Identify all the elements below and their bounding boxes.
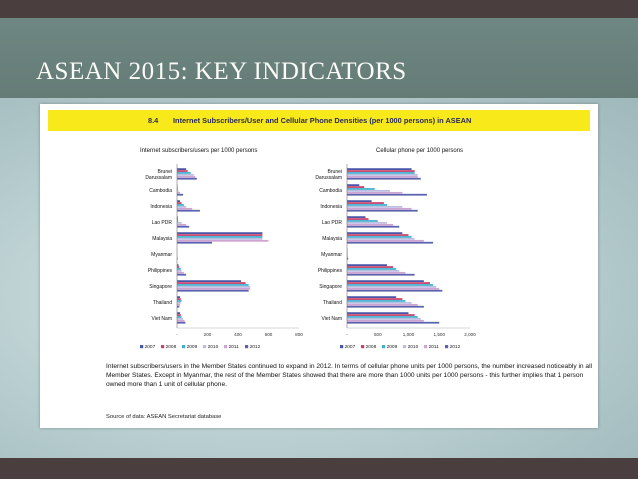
chart2-bar-2-2010 <box>347 190 390 192</box>
chart1-legend-swatch-2012 <box>245 345 248 348</box>
chart1-title: Internet subscribers/users per 1000 persons <box>140 148 258 154</box>
chart2-bar-7-2012 <box>347 274 415 276</box>
chart1-legend-label-2012: 2012 <box>249 345 261 350</box>
chart2-category-label: Malaysia <box>322 235 342 242</box>
chart2-category-label: Singapore <box>319 283 342 290</box>
figure-paragraph: Internet subscribers/users in the Member States continued to expand in 2012. In terms of cellular phone units per 1000 persons, the number increased noticeably in all Member States. Except in Myanmar, the rest of the Member States showed that there are more than 1000 units per 1000 persons - this further implies that 1 person owned more than 1 unit of cellular phone. <box>106 363 593 389</box>
chart2-legend-swatch-2012 <box>445 345 448 348</box>
chart2-bar-5-2011 <box>347 240 424 242</box>
chart1-bar-10-2011 <box>177 320 185 322</box>
chart1-legend-label-2009: 2009 <box>186 345 198 350</box>
chart1-bar-8-2010 <box>177 286 250 288</box>
slide-title: ASEAN 2015: KEY INDICATORS <box>36 58 407 85</box>
chart2-bar-4-2009 <box>347 220 378 222</box>
chart1-legend-swatch-2010 <box>203 345 206 348</box>
chart2-bar-2-2011 <box>347 192 402 194</box>
chart1-bar-3-2012 <box>177 210 200 212</box>
chart1-bar-8-2009 <box>177 284 249 286</box>
chart1-category-label: Myanmar <box>151 251 172 258</box>
chart2-tick-label: - <box>346 332 348 337</box>
chart2-bar-10-2012 <box>347 322 439 324</box>
chart1-bar-5-2007 <box>177 232 262 234</box>
chart2-legend-label-2012: 2012 <box>449 345 461 350</box>
chart2-bar-10-2011 <box>347 320 424 322</box>
chart1-bar-10-2012 <box>177 322 185 324</box>
chart1-bar-3-2011 <box>177 208 192 210</box>
chart2-bar-2-2009 <box>347 188 375 190</box>
chart2-bar-2-2008 <box>347 186 364 188</box>
chart2-bar-3-2011 <box>347 208 412 210</box>
chart2-bar-4-2011 <box>347 224 393 226</box>
chart1-bar-8-2012 <box>177 290 249 292</box>
chart1-bar-1-2009 <box>177 172 191 174</box>
chart2-bar-4-2008 <box>347 218 369 220</box>
chart2-tick-label: 500 <box>373 332 382 337</box>
chart2-bar-8-2009 <box>347 284 433 286</box>
chart2-bar-3-2012 <box>347 210 418 212</box>
chart1-bar-9-2007 <box>177 296 180 298</box>
chart2-legend-swatch-2008 <box>361 345 364 348</box>
chart2-bar-7-2008 <box>347 266 393 268</box>
chart1-bar-7-2010 <box>177 270 182 272</box>
chart2-tick-label: 1,500 <box>433 332 446 337</box>
chart2-bar-4-2012 <box>347 226 399 228</box>
chart2-bar-7-2009 <box>347 268 396 270</box>
chart2-legend-swatch-2007 <box>340 345 343 348</box>
chart2-bar-8-2010 <box>347 286 436 288</box>
chart2-bar-1-2008 <box>347 170 415 172</box>
chart1-legend-swatch-2007 <box>140 345 143 348</box>
chart1-bar-9-2012 <box>177 306 179 308</box>
chart2-legend-label-2010: 2010 <box>407 345 419 350</box>
chart1-bar-3-2009 <box>177 204 184 206</box>
chart2-bar-2-2007 <box>347 184 359 186</box>
chart1-bar-2-2011 <box>177 192 180 194</box>
chart1-bar-2-2012 <box>177 194 183 196</box>
chart1-bar-4-2011 <box>177 224 186 226</box>
chart1-bar-1-2012 <box>177 178 197 180</box>
chart1-bar-7-2012 <box>177 274 186 276</box>
chart1-category-label: Viet Nam <box>151 315 172 322</box>
chart2-category-label: Thailand <box>322 299 342 306</box>
chart2-bar-3-2008 <box>347 202 384 204</box>
chart2-bar-4-2007 <box>347 216 365 218</box>
chart2-bar-1-2011 <box>347 176 418 178</box>
chart2-category-label: Indonesia <box>320 203 342 210</box>
chart1-bar-5-2011 <box>177 240 269 242</box>
chart1-category-label: Philippines <box>147 267 172 274</box>
chart2-bar-8-2011 <box>347 288 439 290</box>
chart1-legend-swatch-2011 <box>224 345 227 348</box>
top-bar <box>0 0 638 18</box>
chart1-category-label: Thailand <box>152 299 172 306</box>
chart2-bar-7-2010 <box>347 270 399 272</box>
chart2-bar-1-2010 <box>347 174 418 176</box>
chart2-bar-8-2008 <box>347 282 430 284</box>
chart2-bar-2-2012 <box>347 194 427 196</box>
chart1-bar-5-2012 <box>177 242 212 244</box>
chart1-category-label: Cambodia <box>149 187 172 194</box>
chart1-bar-1-2010 <box>177 174 194 176</box>
chart2-bar-9-2011 <box>347 304 418 306</box>
chart1-legend-swatch-2009 <box>182 345 185 348</box>
chart1-bar-10-2007 <box>177 312 180 314</box>
chart1-bar-7-2009 <box>177 268 181 270</box>
chart1-bar-8-2007 <box>177 280 241 282</box>
chart1-bar-5-2010 <box>177 238 262 240</box>
chart1-legend-label-2011: 2011 <box>228 345 239 350</box>
chart1-bar-10-2010 <box>177 318 183 320</box>
chart1-legend-swatch-2008 <box>161 345 164 348</box>
chart1-bar-3-2008 <box>177 202 182 204</box>
chart2-category-label: Darussalam <box>315 174 342 181</box>
chart2-bar-9-2008 <box>347 298 402 300</box>
chart1-bar-9-2009 <box>177 300 182 302</box>
chart1-category-label: Lao PDR <box>151 219 172 226</box>
chart1-legend-label-2010: 2010 <box>207 345 219 350</box>
chart2-legend-label-2008: 2008 <box>365 345 377 350</box>
chart1-category-label: Darussalam <box>145 174 172 181</box>
chart1-bar-1-2008 <box>177 170 188 172</box>
chart2-bar-10-2010 <box>347 318 421 320</box>
chart1-bar-1-2011 <box>177 176 195 178</box>
chart1-bar-9-2011 <box>177 304 180 306</box>
chart2-bar-5-2012 <box>347 242 433 244</box>
chart1-bar-7-2011 <box>177 272 184 274</box>
chart2-bar-9-2012 <box>347 306 424 308</box>
chart1-category-label: Brunei <box>157 168 172 175</box>
chart2-bar-1-2009 <box>347 172 415 174</box>
chart2-category-label: Myanmar <box>321 251 342 258</box>
chart2-bar-10-2008 <box>347 314 415 316</box>
chart1-tick-label: - <box>176 332 178 337</box>
chart1-bar-7-2008 <box>177 266 179 268</box>
chart1-legend-label-2007: 2007 <box>144 345 156 350</box>
chart2-category-label: Cambodia <box>319 187 342 194</box>
chart1-bar-8-2011 <box>177 288 250 290</box>
chart2-bar-5-2009 <box>347 236 412 238</box>
chart1-category-label: Indonesia <box>150 203 172 210</box>
chart2-bar-9-2009 <box>347 300 405 302</box>
chart2-tick-label: 2,000 <box>464 332 476 337</box>
chart1-bar-10-2009 <box>177 316 182 318</box>
chart2-legend-swatch-2010 <box>403 345 406 348</box>
chart2-legend-label-2009: 2009 <box>386 345 398 350</box>
chart2-bar-7-2007 <box>347 264 387 266</box>
chart1-bar-5-2008 <box>177 234 262 236</box>
chart2-bar-5-2007 <box>347 232 402 234</box>
charts-svg <box>40 104 598 362</box>
chart2-title: Cellular phone per 1000 persons <box>376 148 464 154</box>
chart1-bar-8-2008 <box>177 282 246 284</box>
chart2-category-label: Lao PDR <box>321 219 342 226</box>
chart1-bar-9-2008 <box>177 298 181 300</box>
chart1-tick-label: 800 <box>295 332 303 337</box>
chart2-bar-8-2012 <box>347 290 442 292</box>
chart1-category-label: Malaysia <box>152 235 172 242</box>
chart1-bar-3-2010 <box>177 206 186 208</box>
chart2-bar-9-2007 <box>347 296 396 298</box>
chart2-bar-4-2010 <box>347 222 387 224</box>
chart2-bar-5-2008 <box>347 234 409 236</box>
figure-title: Internet Subscribers/User and Cellular Phone Densities (per 1000 persons) in ASEAN <box>173 116 472 125</box>
chart2-bar-5-2010 <box>347 238 415 240</box>
chart2-bar-8-2007 <box>347 280 424 282</box>
chart1-bar-9-2010 <box>177 302 181 304</box>
chart1-bar-4-2012 <box>177 226 189 228</box>
chart2-bar-3-2009 <box>347 204 387 206</box>
bottom-bar <box>0 458 638 479</box>
chart1-bar-4-2010 <box>177 222 182 224</box>
chart1-tick-label: 200 <box>203 332 212 337</box>
chart2-legend-label-2011: 2011 <box>428 345 439 350</box>
chart2-legend-swatch-2009 <box>382 345 385 348</box>
chart2-bar-3-2007 <box>347 200 372 202</box>
chart2-bar-3-2010 <box>347 206 402 208</box>
chart2-category-label: Philippines <box>317 267 342 274</box>
chart2-bar-9-2010 <box>347 302 412 304</box>
chart2-bar-10-2007 <box>347 312 409 314</box>
chart2-tick-label: 1,000 <box>402 332 415 337</box>
chart2-bar-1-2012 <box>347 178 421 180</box>
chart2-legend-label-2007: 2007 <box>344 345 356 350</box>
chart2-bar-7-2011 <box>347 272 405 274</box>
figure-number: 8.4 <box>148 116 159 125</box>
chart2-legend-swatch-2011 <box>424 345 427 348</box>
chart1-tick-label: 400 <box>234 332 242 337</box>
chart1-bar-3-2007 <box>177 200 180 202</box>
chart1-bar-10-2008 <box>177 314 181 316</box>
chart2-bar-1-2007 <box>347 168 412 170</box>
source-note: Source of data: ASEAN Secretariat database <box>106 414 222 420</box>
chart2-category-label: Viet Nam <box>321 315 342 322</box>
chart1-bar-5-2009 <box>177 236 262 238</box>
figure-panel <box>40 104 598 428</box>
chart1-category-label: Singapore <box>149 283 172 290</box>
chart1-legend-label-2008: 2008 <box>165 345 177 350</box>
chart1-bar-1-2007 <box>177 168 186 170</box>
chart2-bar-10-2009 <box>347 316 418 318</box>
chart2-category-label: Brunei <box>327 168 342 175</box>
chart1-tick-label: 600 <box>264 332 273 337</box>
